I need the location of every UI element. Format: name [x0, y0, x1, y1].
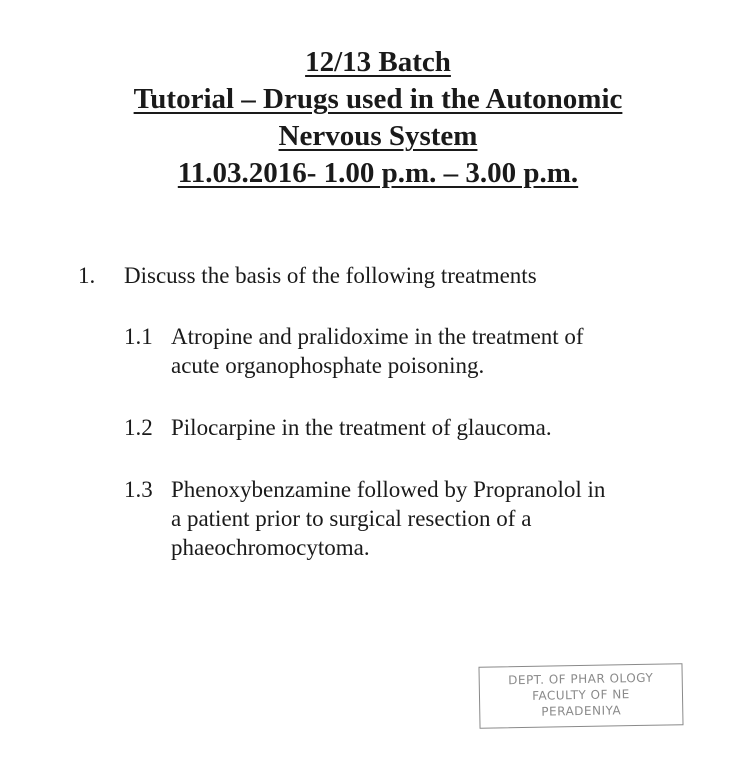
subquestion-number: 1.1	[124, 324, 153, 349]
subquestion-number: 1.3	[124, 477, 153, 502]
title-date-time: 11.03.2016- 1.00 p.m. – 3.00 p.m.	[177, 157, 579, 189]
title-batch: 12/13 Batch	[305, 46, 451, 78]
question-text: Discuss the basis of the following treatments	[124, 263, 537, 288]
question-number: 1.	[78, 263, 96, 288]
department-stamp: DEPT. OF PHAR OLOGY FACULTY OF NE PERADENIYA	[478, 663, 683, 729]
subquestion-text: Phenoxybenzamine followed by Propranolol in a patient prior to surgical resection of a phaeochromocytoma.	[171, 477, 606, 560]
document-title	[0, 44, 756, 192]
subquestion-number: 1.2	[124, 415, 153, 440]
title-tutorial: Tutorial – Drugs used in the Autonomic	[133, 83, 623, 115]
subquestion-text: Atropine and pralidoxime in the treatment of acute organophosphate poisoning.	[171, 324, 584, 378]
title-topic: Nervous System	[278, 120, 478, 152]
subquestion-text: Pilocarpine in the treatment of glaucoma.	[171, 415, 552, 440]
